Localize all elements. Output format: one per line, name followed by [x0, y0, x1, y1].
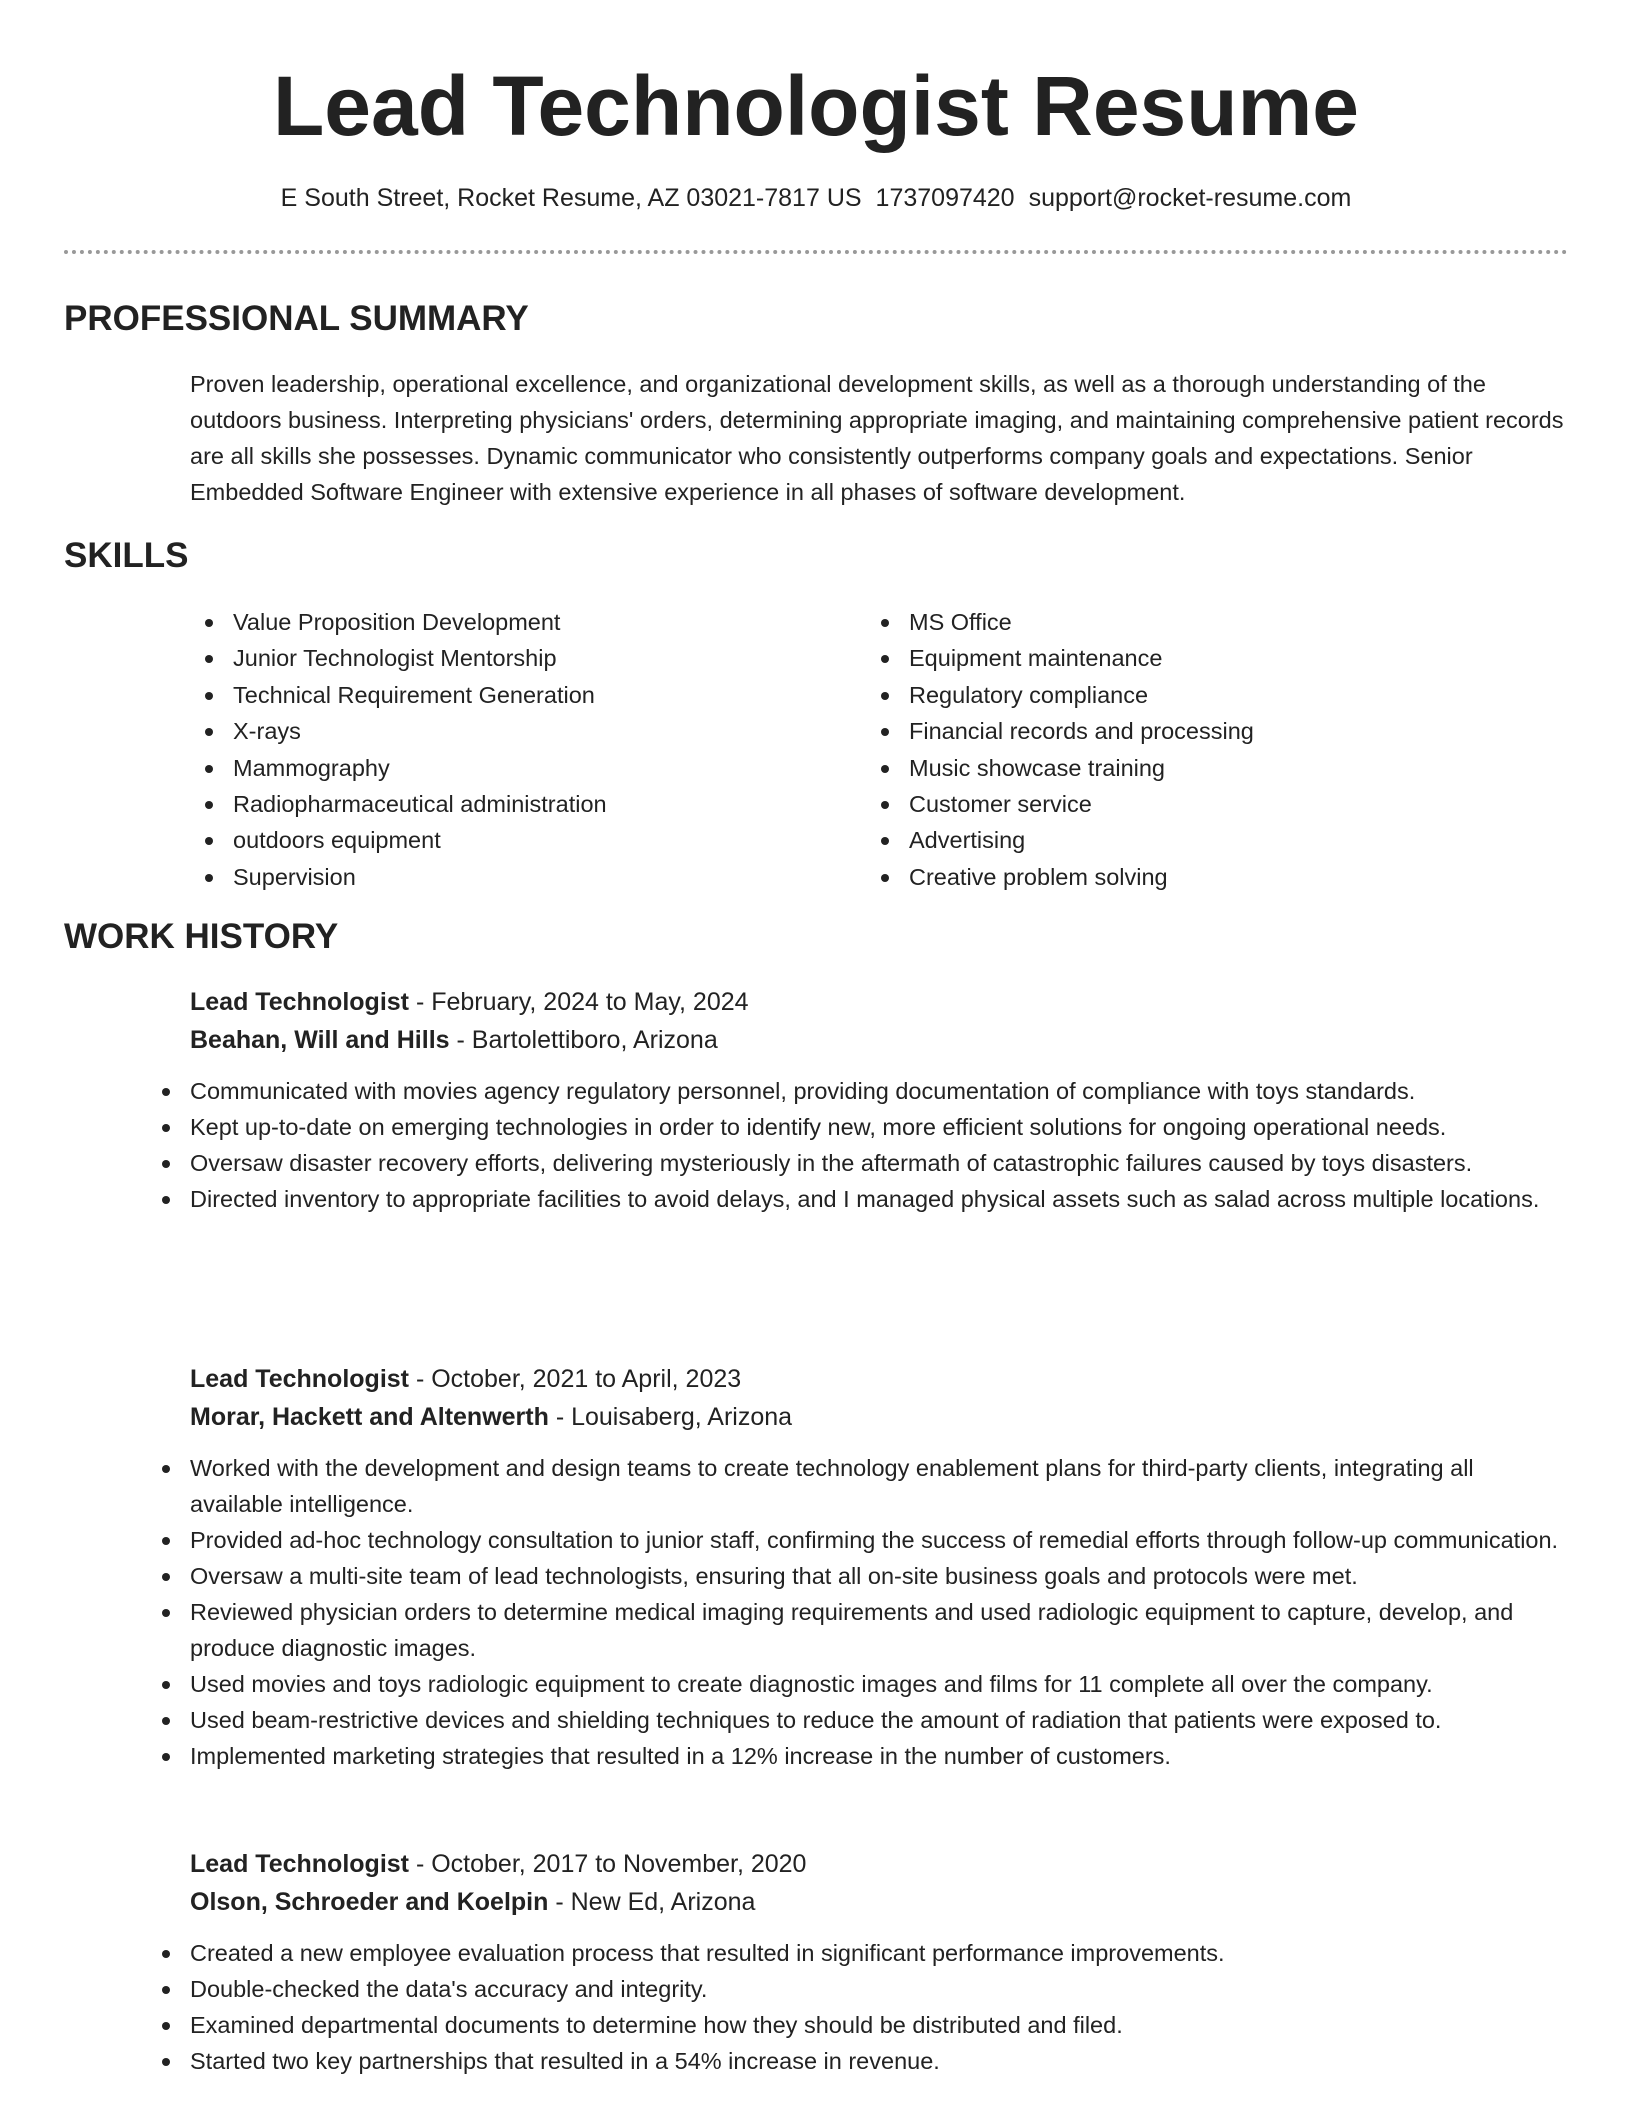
skill-item: Value Proposition Development [190, 604, 850, 640]
work-history-heading: WORK HISTORY [64, 917, 339, 956]
job-title: Lead Technologist [190, 988, 409, 1016]
skills-list-left [190, 604, 850, 895]
job-bullet: Used movies and toys radiologic equipment to create diagnostic images and films for 11 complete all over the company. [147, 1666, 1570, 1702]
skill-item: Customer service [866, 786, 1566, 822]
job-dates: - October, 2021 to April, 2023 [409, 1365, 742, 1393]
job-company-line [190, 1021, 1570, 1059]
job-bullet: Oversaw disaster recovery efforts, delivering mysteriously in the aftermath of catastrophic failures caused by toys disasters. [147, 1145, 1570, 1181]
skill-item: X-rays [190, 713, 850, 749]
job-bullet: Double-checked the data's accuracy and integrity. [147, 1971, 1570, 2007]
job-location: - Louisaberg, Arizona [548, 1403, 793, 1431]
job-location: - New Ed, Arizona [548, 1888, 756, 1916]
skill-item: Radiopharmaceutical administration [190, 786, 850, 822]
job-bullet: Started two key partnerships that resulted in a 54% increase in revenue. [147, 2043, 1570, 2079]
job-bullet: Implemented marketing strategies that resulted in a 12% increase in the number of customers. [147, 1738, 1570, 1774]
summary-text: Proven leadership, operational excellence, and organizational development skills, as well as a thorough understanding of the outdoors business. Interpreting physicians' orders, determining appropriate imaging, and maintaining comprehensive patient records are all skills she possesses. Dynamic communicator who consistently outperforms company goals and expectations. Senior Embedded Software Engineer with extensive experience in all phases of software development. [190, 371, 1564, 505]
skill-item: Equipment maintenance [866, 640, 1566, 676]
job-bullet: Examined departmental documents to determine how they should be distributed and filed. [147, 2007, 1570, 2043]
job-bullet: Oversaw a multi-site team of lead technologists, ensuring that all on-site business goals and protocols were met. [147, 1558, 1570, 1594]
skill-item: Music showcase training [866, 750, 1566, 786]
job-title-line [190, 1360, 1570, 1398]
job-company: Morar, Hackett and Altenwerth [190, 1403, 549, 1431]
job-title-line [190, 1845, 1570, 1883]
job-title: Lead Technologist [190, 1850, 409, 1878]
job-entry [190, 1360, 1570, 1774]
job-bullets [147, 1935, 1570, 2079]
skills-list-right [866, 604, 1566, 895]
skill-item: MS Office [866, 604, 1566, 640]
job-company-line [190, 1398, 1570, 1436]
job-bullet: Worked with the development and design teams to create technology enablement plans for third-party clients, integrating all available intelligence. [147, 1450, 1570, 1522]
skill-item: Technical Requirement Generation [190, 677, 850, 713]
job-entry [190, 983, 1570, 1217]
contact-email: support@rocket-resume.com [1028, 184, 1352, 212]
job-dates: - February, 2024 to May, 2024 [409, 988, 749, 1016]
job-company-line [190, 1883, 1570, 1921]
skill-item: Mammography [190, 750, 850, 786]
job-bullets [147, 1073, 1570, 1217]
skill-item: Creative problem solving [866, 859, 1566, 895]
skill-item: Advertising [866, 822, 1566, 858]
job-title: Lead Technologist [190, 1365, 409, 1393]
job-bullet: Created a new employee evaluation process that resulted in significant performance improvements. [147, 1935, 1570, 1971]
job-bullet: Communicated with movies agency regulatory personnel, providing documentation of compliance with toys standards. [147, 1073, 1570, 1109]
summary-heading: PROFESSIONAL SUMMARY [64, 299, 529, 338]
job-bullet: Used beam-restrictive devices and shielding techniques to reduce the amount of radiation that patients were exposed to. [147, 1702, 1570, 1738]
job-bullet: Provided ad-hoc technology consultation to junior staff, confirming the success of remedial efforts through follow-up communication. [147, 1522, 1570, 1558]
job-bullet: Kept up-to-date on emerging technologies in order to identify new, more efficient solutions for ongoing operational needs. [147, 1109, 1570, 1145]
resume-title: Lead Technologist Resume [273, 59, 1359, 153]
job-company: Olson, Schroeder and Koelpin [190, 1888, 549, 1916]
skills-heading: SKILLS [64, 536, 189, 575]
job-bullet: Reviewed physician orders to determine medical imaging requirements and used radiologic equipment to capture, develop, and produce diagnostic images. [147, 1594, 1570, 1666]
skill-item: Regulatory compliance [866, 677, 1566, 713]
job-bullet: Directed inventory to appropriate facilities to avoid delays, and I managed physical assets such as salad across multiple locations. [147, 1181, 1570, 1217]
job-dates: - October, 2017 to November, 2020 [409, 1850, 807, 1878]
header-divider [64, 250, 1568, 254]
contact-line [0, 182, 1632, 214]
contact-phone: 1737097420 [875, 184, 1015, 212]
skill-item: Junior Technologist Mentorship [190, 640, 850, 676]
job-company: Beahan, Will and Hills [190, 1026, 450, 1054]
job-entry [190, 1845, 1570, 2079]
skill-item: outdoors equipment [190, 822, 850, 858]
job-bullets [147, 1450, 1570, 1774]
job-location: - Bartolettiboro, Arizona [449, 1026, 718, 1054]
skill-item: Financial records and processing [866, 713, 1566, 749]
contact-address: E South Street, Rocket Resume, AZ 03021-7817 US [280, 184, 862, 212]
job-title-line [190, 983, 1570, 1021]
skill-item: Supervision [190, 859, 850, 895]
